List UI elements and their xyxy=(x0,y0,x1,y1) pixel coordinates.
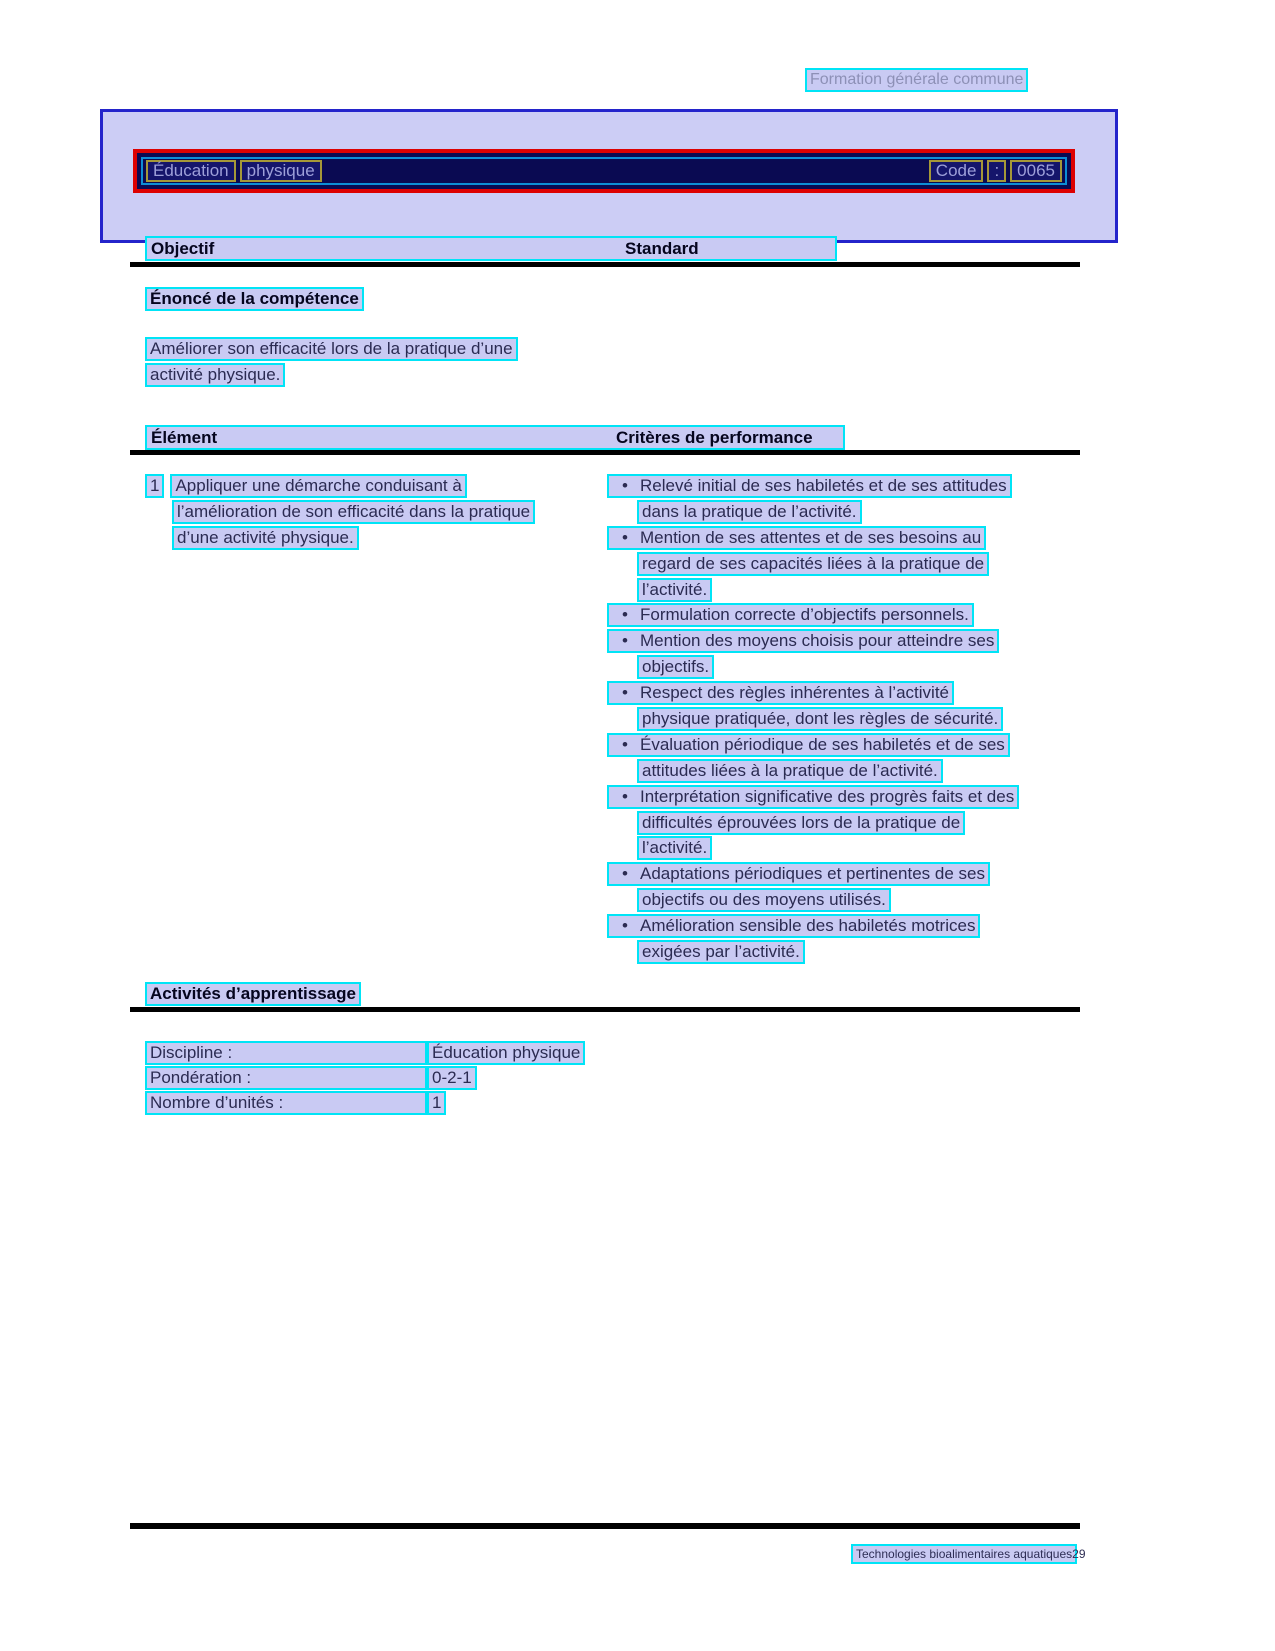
bullet-icon: • xyxy=(622,734,628,754)
competence-line: Améliorer son efficacité lors de la pratique d’une xyxy=(145,337,518,361)
criterion-line: l’activité. xyxy=(637,836,712,860)
apprentissage-heading: Activités d’apprentissage xyxy=(145,982,361,1006)
bullet-icon: • xyxy=(622,683,628,703)
meta-label: Pondération : xyxy=(145,1066,427,1090)
apprentissage-heading-row xyxy=(145,982,361,1006)
meta-label: Discipline : xyxy=(145,1041,427,1065)
course-code-word: Code xyxy=(929,160,984,182)
objectif-standard-heading xyxy=(145,236,837,261)
bullet-icon: • xyxy=(622,631,628,651)
course-code-word: : xyxy=(987,160,1006,182)
section-rule xyxy=(130,450,1080,455)
criterion-line: objectifs ou des moyens utilisés. xyxy=(637,888,891,912)
criterion-line: • Respect des règles inhérentes à l’activité xyxy=(607,681,954,705)
course-title-word: physique xyxy=(240,160,322,182)
course-meta xyxy=(145,1041,585,1116)
criterion-line: difficultés éprouvées lors de la pratique de xyxy=(637,811,965,835)
competence-heading-row xyxy=(145,287,364,311)
footer-rule xyxy=(130,1523,1080,1529)
criterion-line: dans la pratique de l’activité. xyxy=(637,500,862,524)
element-column xyxy=(145,474,615,552)
bullet-icon: • xyxy=(622,605,628,625)
meta-value: Éducation physique xyxy=(427,1041,585,1065)
banner-line xyxy=(141,157,1067,185)
meta-label: Nombre d’unités : xyxy=(145,1091,427,1115)
section-rule xyxy=(130,262,1080,267)
bullet-icon: • xyxy=(622,786,628,806)
running-head-text: Formation générale commune xyxy=(810,71,1024,88)
objectif-heading: Objectif xyxy=(151,239,215,258)
criterion-line: physique pratiquée, dont les règles de sécurité. xyxy=(637,707,1003,731)
criterion-line: l’activité. xyxy=(637,578,712,602)
standard-heading: Standard xyxy=(625,239,699,258)
criterion-line: • Relevé initial de ses habiletés et de ses attitudes xyxy=(607,474,1012,498)
meta-row-discipline xyxy=(145,1041,585,1065)
criterion-line: • Formulation correcte d’objectifs personnels. xyxy=(607,603,974,627)
section-rule xyxy=(130,1007,1080,1012)
course-banner xyxy=(133,149,1075,193)
running-head xyxy=(805,68,1028,92)
item-line: Appliquer une démarche conduisant à xyxy=(170,474,466,498)
bullet-icon: • xyxy=(622,864,628,884)
item-line: d’une activité physique. xyxy=(172,526,359,550)
bullet-icon: • xyxy=(622,916,628,936)
criterion-line: • Interprétation significative des progrès faits et des xyxy=(607,785,1019,809)
meta-value: 1 xyxy=(427,1091,446,1115)
criterion-line: • Mention de ses attentes et de ses besoins au xyxy=(607,526,986,550)
criterion-line: • Amélioration sensible des habiletés motrices xyxy=(607,914,980,938)
criteres-heading: Critères de performance xyxy=(616,428,813,447)
meta-row-ponderation xyxy=(145,1066,585,1090)
criterion-line: • Adaptations périodiques et pertinentes de ses xyxy=(607,862,990,886)
competence-heading: Énoncé de la compétence xyxy=(145,287,364,311)
element-criteres-heading xyxy=(145,425,845,450)
item-number: 1 xyxy=(145,474,164,498)
criterion-line: regard de ses capacités liées à la pratique de xyxy=(637,552,989,576)
course-code-word: 0065 xyxy=(1010,160,1062,182)
item-line: l’amélioration de son efficacité dans la pratique xyxy=(172,500,535,524)
page-footer xyxy=(851,1544,1086,1564)
criterion-line: attitudes liées à la pratique de l’activité. xyxy=(637,759,943,783)
course-title-word: Éducation xyxy=(146,160,236,182)
course-title xyxy=(146,160,322,182)
criteres-column xyxy=(607,474,1087,966)
footer-text: Technologies bioalimentaires aquatiques xyxy=(856,1547,1073,1561)
meta-row-unites xyxy=(145,1091,585,1115)
bullet-icon: • xyxy=(622,527,628,547)
bullet-icon: • xyxy=(622,476,628,495)
course-code xyxy=(929,160,1062,182)
criterion-line: exigées par l’activité. xyxy=(637,940,805,964)
page-number: 29 xyxy=(1072,1547,1086,1561)
criterion-line: • Mention des moyens choisis pour atteindre ses xyxy=(607,629,999,653)
element-heading: Élément xyxy=(151,428,218,447)
criterion-line: objectifs. xyxy=(637,655,714,679)
competence-line: activité physique. xyxy=(145,363,285,387)
competence-statement xyxy=(145,337,518,389)
meta-value: 0-2-1 xyxy=(427,1066,477,1090)
criterion-line: • Évaluation périodique de ses habiletés et de ses xyxy=(607,733,1010,757)
